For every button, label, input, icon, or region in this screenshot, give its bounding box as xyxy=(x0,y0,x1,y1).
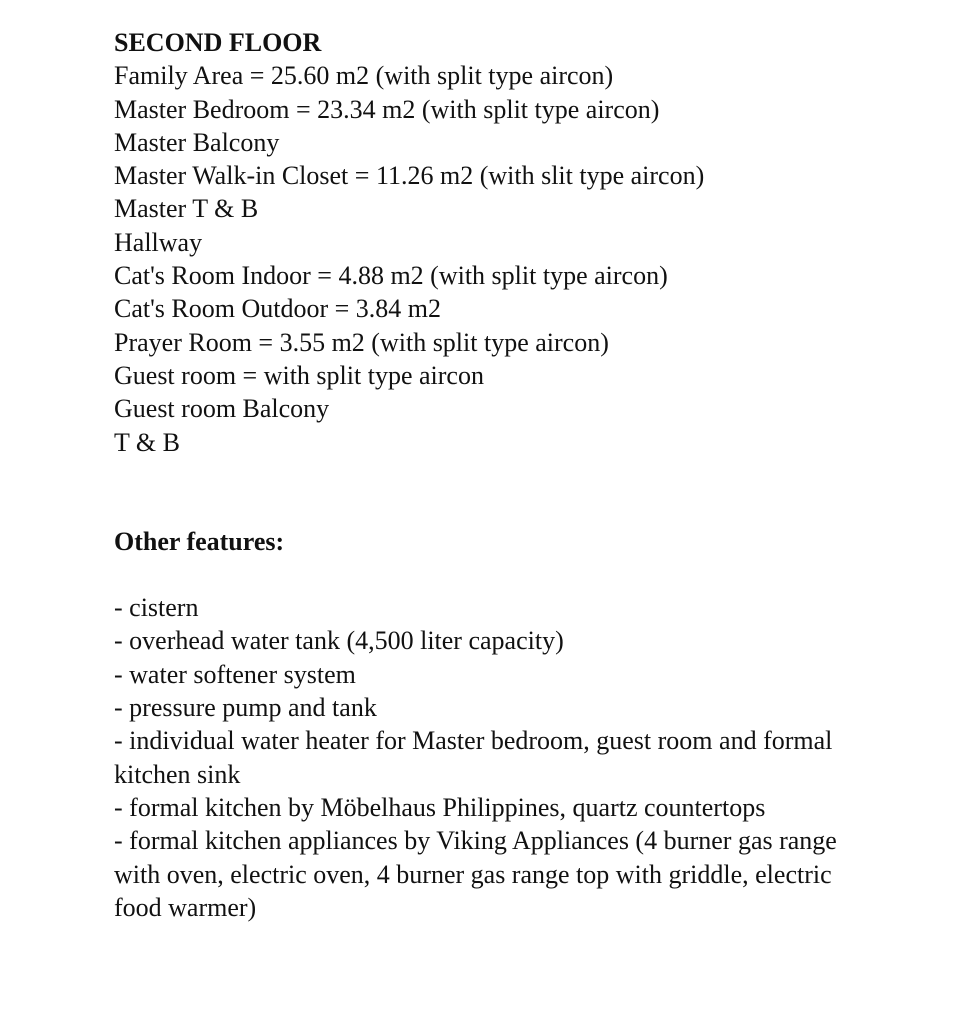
room-item: Guest room Balcony xyxy=(114,394,330,424)
room-item: Family Area = 25.60 m2 (with split type aircon) xyxy=(114,61,614,91)
room-item: Master Bedroom = 23.34 m2 (with split type aircon) xyxy=(114,94,660,124)
section-spacer xyxy=(114,558,854,591)
feature-item: - individual water heater for Master bedroom, guest room and formal kitchen sink xyxy=(114,726,833,789)
room-item: Master T & B xyxy=(114,194,259,224)
feature-item: - water softener system xyxy=(114,659,356,689)
room-item: Prayer Room = 3.55 m2 (with split type aircon) xyxy=(114,327,609,357)
other-features-list xyxy=(114,591,854,924)
second-floor-heading: SECOND FLOOR xyxy=(114,28,322,57)
room-item: Cat's Room Outdoor = 3.84 m2 xyxy=(114,294,442,324)
room-item: Master Balcony xyxy=(114,127,280,157)
feature-item: - pressure pump and tank xyxy=(114,693,377,723)
room-item: Master Walk-in Closet = 11.26 m2 (with slit type aircon) xyxy=(114,161,705,191)
second-floor-room-list xyxy=(114,59,854,459)
room-item: Hallway xyxy=(114,227,203,257)
feature-item: - formal kitchen by Möbelhaus Philippines, quartz countertops xyxy=(114,792,766,822)
feature-item: - overhead water tank (4,500 liter capacity) xyxy=(114,626,564,656)
section-spacer xyxy=(114,459,854,525)
other-features-heading: Other features: xyxy=(114,526,285,556)
room-item: Guest room = with split type aircon xyxy=(114,360,484,390)
document-body xyxy=(114,26,854,924)
room-item: T & B xyxy=(114,427,180,457)
feature-item: - formal kitchen appliances by Viking Appliances (4 burner gas range with oven, electric oven, 4 burner gas range top with griddle, electric food warmer) xyxy=(114,826,837,922)
room-item: Cat's Room Indoor = 4.88 m2 (with split type aircon) xyxy=(114,261,668,291)
feature-item: - cistern xyxy=(114,593,199,623)
